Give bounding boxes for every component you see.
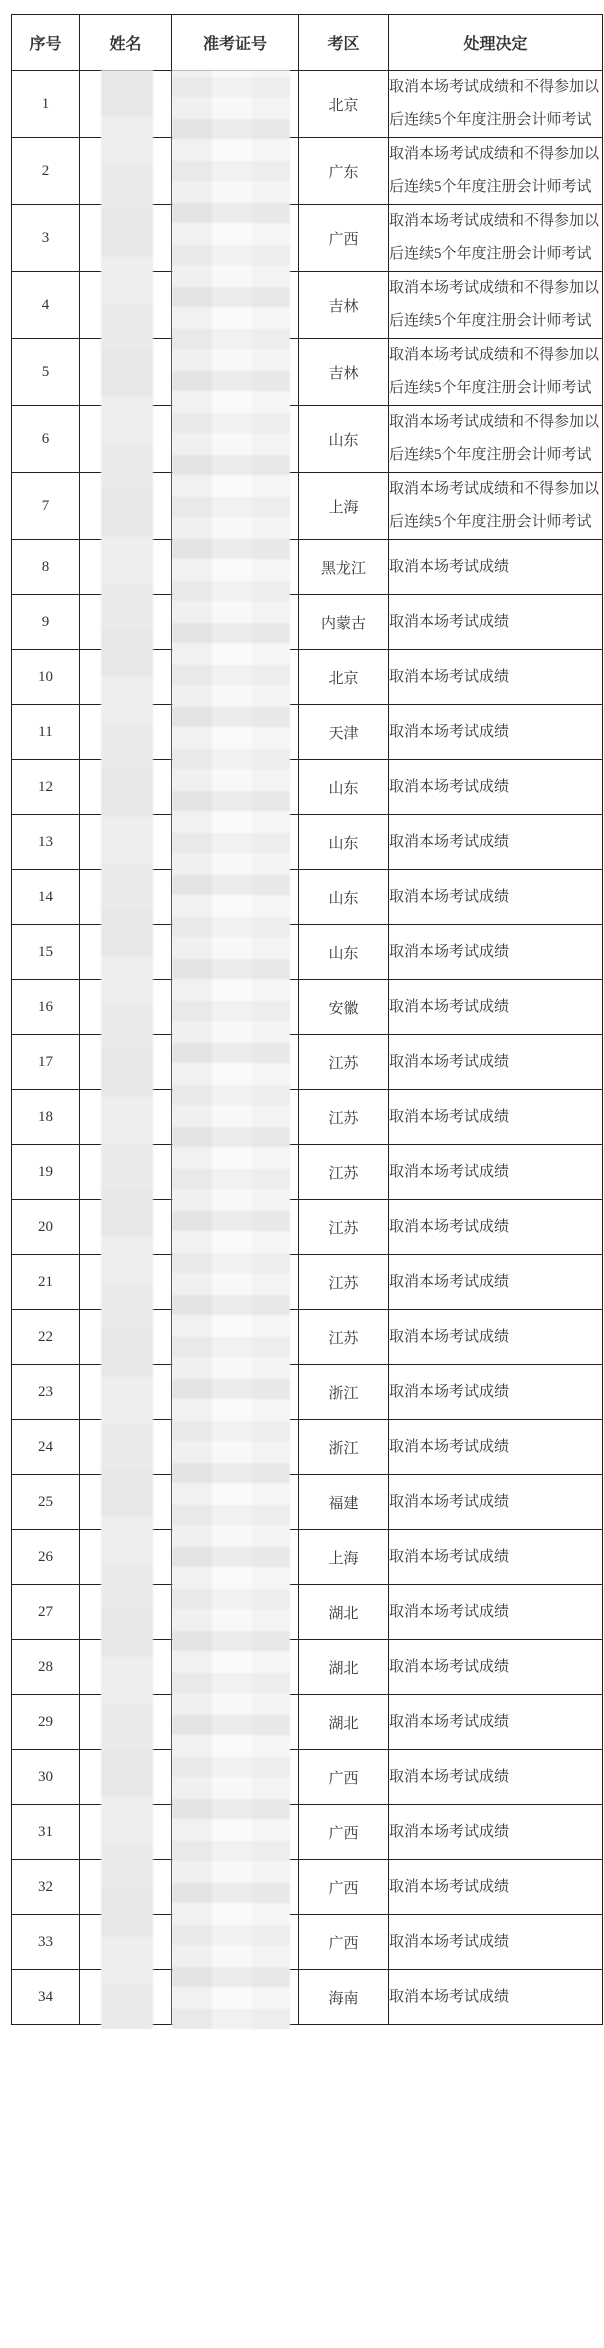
ticket-number-cell-redacted	[172, 339, 299, 406]
decision-cell: 取消本场考试成绩	[389, 760, 603, 815]
row-number-cell: 2	[12, 138, 80, 205]
table-body	[12, 71, 603, 2025]
exam-region-cell: 江苏	[299, 1035, 389, 1090]
row-number-cell: 6	[12, 406, 80, 473]
header-decision: 处理决定	[389, 15, 603, 71]
table-row	[12, 1750, 603, 1805]
row-number-cell: 9	[12, 595, 80, 650]
exam-region-cell: 江苏	[299, 1310, 389, 1365]
exam-region-cell: 江苏	[299, 1255, 389, 1310]
decision-cell: 取消本场考试成绩	[389, 1805, 603, 1860]
decision-cell: 取消本场考试成绩	[389, 815, 603, 870]
row-number-cell: 8	[12, 540, 80, 595]
decision-cell: 取消本场考试成绩	[389, 540, 603, 595]
name-cell-redacted	[80, 71, 172, 138]
table-row	[12, 1420, 603, 1475]
table-row	[12, 1310, 603, 1365]
row-number-cell: 11	[12, 705, 80, 760]
row-number-cell: 34	[12, 1970, 80, 2025]
name-cell-redacted	[80, 1695, 172, 1750]
row-number-cell: 3	[12, 205, 80, 272]
name-cell-redacted	[80, 138, 172, 205]
decision-cell: 取消本场考试成绩	[389, 1750, 603, 1805]
header-ticket-number: 准考证号	[172, 15, 299, 71]
row-number-cell: 18	[12, 1090, 80, 1145]
exam-region-cell: 黑龙江	[299, 540, 389, 595]
exam-region-cell: 山东	[299, 760, 389, 815]
exam-region-cell: 吉林	[299, 339, 389, 406]
exam-region-cell: 广西	[299, 1750, 389, 1805]
table-row	[12, 1915, 603, 1970]
exam-region-cell: 广西	[299, 205, 389, 272]
name-cell-redacted	[80, 870, 172, 925]
row-number-cell: 15	[12, 925, 80, 980]
ticket-number-cell-redacted	[172, 1805, 299, 1860]
row-number-cell: 26	[12, 1530, 80, 1585]
table-row	[12, 1640, 603, 1695]
ticket-number-cell-redacted	[172, 1035, 299, 1090]
table-row	[12, 71, 603, 138]
ticket-number-cell-redacted	[172, 1420, 299, 1475]
ticket-number-cell-redacted	[172, 1750, 299, 1805]
exam-region-cell: 吉林	[299, 272, 389, 339]
ticket-number-cell-redacted	[172, 1970, 299, 2025]
table-row	[12, 705, 603, 760]
name-cell-redacted	[80, 1805, 172, 1860]
decision-cell: 取消本场考试成绩	[389, 1695, 603, 1750]
row-number-cell: 31	[12, 1805, 80, 1860]
table-row	[12, 1695, 603, 1750]
decision-cell: 取消本场考试成绩	[389, 1365, 603, 1420]
ticket-number-cell-redacted	[172, 1365, 299, 1420]
exam-region-cell: 山东	[299, 406, 389, 473]
ticket-number-cell-redacted	[172, 1915, 299, 1970]
row-number-cell: 19	[12, 1145, 80, 1200]
exam-region-cell: 江苏	[299, 1200, 389, 1255]
table-row	[12, 1200, 603, 1255]
decision-cell: 取消本场考试成绩	[389, 1915, 603, 1970]
decision-cell: 取消本场考试成绩	[389, 705, 603, 760]
name-cell-redacted	[80, 1530, 172, 1585]
decision-cell: 取消本场考试成绩	[389, 1200, 603, 1255]
row-number-cell: 7	[12, 473, 80, 540]
name-cell-redacted	[80, 1255, 172, 1310]
name-cell-redacted	[80, 339, 172, 406]
ticket-number-cell-redacted	[172, 473, 299, 540]
name-cell-redacted	[80, 760, 172, 815]
decision-cell: 取消本场考试成绩	[389, 1035, 603, 1090]
header-exam-region: 考区	[299, 15, 389, 71]
ticket-number-cell-redacted	[172, 1640, 299, 1695]
exam-region-cell: 山东	[299, 925, 389, 980]
decision-cell: 取消本场考试成绩	[389, 1640, 603, 1695]
row-number-cell: 32	[12, 1860, 80, 1915]
decision-cell: 取消本场考试成绩	[389, 650, 603, 705]
table-row	[12, 1035, 603, 1090]
penalty-table-wrap	[11, 14, 602, 2025]
decision-cell: 取消本场考试成绩和不得参加以后连续5个年度注册会计师考试	[389, 272, 603, 339]
header-serial-number: 序号	[12, 15, 80, 71]
ticket-number-cell-redacted	[172, 1255, 299, 1310]
ticket-number-cell-redacted	[172, 1585, 299, 1640]
decision-cell: 取消本场考试成绩和不得参加以后连续5个年度注册会计师考试	[389, 138, 603, 205]
decision-cell: 取消本场考试成绩和不得参加以后连续5个年度注册会计师考试	[389, 205, 603, 272]
table-row	[12, 815, 603, 870]
row-number-cell: 24	[12, 1420, 80, 1475]
decision-cell: 取消本场考试成绩和不得参加以后连续5个年度注册会计师考试	[389, 473, 603, 540]
name-cell-redacted	[80, 1915, 172, 1970]
name-cell-redacted	[80, 1310, 172, 1365]
ticket-number-cell-redacted	[172, 815, 299, 870]
name-cell-redacted	[80, 980, 172, 1035]
table-row	[12, 272, 603, 339]
exam-region-cell: 上海	[299, 1530, 389, 1585]
table-row	[12, 1365, 603, 1420]
table-row	[12, 595, 603, 650]
table-row	[12, 1860, 603, 1915]
exam-region-cell: 海南	[299, 1970, 389, 2025]
name-cell-redacted	[80, 650, 172, 705]
name-cell-redacted	[80, 540, 172, 595]
row-number-cell: 27	[12, 1585, 80, 1640]
table-row	[12, 1255, 603, 1310]
decision-cell: 取消本场考试成绩	[389, 1475, 603, 1530]
name-cell-redacted	[80, 1475, 172, 1530]
row-number-cell: 13	[12, 815, 80, 870]
table-row	[12, 1090, 603, 1145]
row-number-cell: 22	[12, 1310, 80, 1365]
table-row	[12, 540, 603, 595]
decision-cell: 取消本场考试成绩	[389, 870, 603, 925]
decision-cell: 取消本场考试成绩	[389, 1090, 603, 1145]
ticket-number-cell-redacted	[172, 925, 299, 980]
exam-region-cell: 湖北	[299, 1695, 389, 1750]
decision-cell: 取消本场考试成绩	[389, 1970, 603, 2025]
decision-cell: 取消本场考试成绩	[389, 1310, 603, 1365]
exam-region-cell: 山东	[299, 870, 389, 925]
ticket-number-cell-redacted	[172, 272, 299, 339]
exam-region-cell: 安徽	[299, 980, 389, 1035]
exam-region-cell: 广西	[299, 1805, 389, 1860]
exam-region-cell: 湖北	[299, 1585, 389, 1640]
row-number-cell: 14	[12, 870, 80, 925]
name-cell-redacted	[80, 1970, 172, 2025]
table-row	[12, 138, 603, 205]
exam-region-cell: 广东	[299, 138, 389, 205]
decision-cell: 取消本场考试成绩	[389, 1530, 603, 1585]
ticket-number-cell-redacted	[172, 205, 299, 272]
row-number-cell: 25	[12, 1475, 80, 1530]
table-row	[12, 1530, 603, 1585]
exam-region-cell: 湖北	[299, 1640, 389, 1695]
penalty-table	[11, 14, 603, 2025]
name-cell-redacted	[80, 1420, 172, 1475]
exam-region-cell: 山东	[299, 815, 389, 870]
header-name: 姓名	[80, 15, 172, 71]
decision-cell: 取消本场考试成绩	[389, 980, 603, 1035]
row-number-cell: 20	[12, 1200, 80, 1255]
row-number-cell: 10	[12, 650, 80, 705]
exam-region-cell: 北京	[299, 650, 389, 705]
name-cell-redacted	[80, 1750, 172, 1805]
exam-region-cell: 内蒙古	[299, 595, 389, 650]
row-number-cell: 1	[12, 71, 80, 138]
ticket-number-cell-redacted	[172, 1475, 299, 1530]
table-row	[12, 473, 603, 540]
name-cell-redacted	[80, 1860, 172, 1915]
ticket-number-cell-redacted	[172, 138, 299, 205]
table-row	[12, 1145, 603, 1200]
decision-cell: 取消本场考试成绩和不得参加以后连续5个年度注册会计师考试	[389, 406, 603, 473]
decision-cell: 取消本场考试成绩	[389, 595, 603, 650]
ticket-number-cell-redacted	[172, 650, 299, 705]
table-row	[12, 1805, 603, 1860]
table-row	[12, 406, 603, 473]
ticket-number-cell-redacted	[172, 705, 299, 760]
table-row	[12, 870, 603, 925]
exam-region-cell: 江苏	[299, 1145, 389, 1200]
ticket-number-cell-redacted	[172, 1860, 299, 1915]
row-number-cell: 4	[12, 272, 80, 339]
name-cell-redacted	[80, 595, 172, 650]
name-cell-redacted	[80, 1200, 172, 1255]
ticket-number-cell-redacted	[172, 870, 299, 925]
name-cell-redacted	[80, 205, 172, 272]
table-row	[12, 760, 603, 815]
ticket-number-cell-redacted	[172, 1695, 299, 1750]
row-number-cell: 29	[12, 1695, 80, 1750]
row-number-cell: 21	[12, 1255, 80, 1310]
name-cell-redacted	[80, 406, 172, 473]
exam-region-cell: 浙江	[299, 1420, 389, 1475]
exam-region-cell: 上海	[299, 473, 389, 540]
ticket-number-cell-redacted	[172, 1530, 299, 1585]
exam-region-cell: 天津	[299, 705, 389, 760]
ticket-number-cell-redacted	[172, 71, 299, 138]
ticket-number-cell-redacted	[172, 760, 299, 815]
table-row	[12, 1970, 603, 2025]
ticket-number-cell-redacted	[172, 406, 299, 473]
table-row	[12, 925, 603, 980]
exam-region-cell: 福建	[299, 1475, 389, 1530]
exam-region-cell: 广西	[299, 1915, 389, 1970]
name-cell-redacted	[80, 1365, 172, 1420]
decision-cell: 取消本场考试成绩	[389, 1145, 603, 1200]
row-number-cell: 17	[12, 1035, 80, 1090]
row-number-cell: 33	[12, 1915, 80, 1970]
ticket-number-cell-redacted	[172, 1310, 299, 1365]
name-cell-redacted	[80, 1640, 172, 1695]
exam-region-cell: 北京	[299, 71, 389, 138]
ticket-number-cell-redacted	[172, 595, 299, 650]
row-number-cell: 12	[12, 760, 80, 815]
row-number-cell: 28	[12, 1640, 80, 1695]
ticket-number-cell-redacted	[172, 1090, 299, 1145]
decision-cell: 取消本场考试成绩和不得参加以后连续5个年度注册会计师考试	[389, 71, 603, 138]
decision-cell: 取消本场考试成绩	[389, 1860, 603, 1915]
row-number-cell: 16	[12, 980, 80, 1035]
name-cell-redacted	[80, 925, 172, 980]
row-number-cell: 23	[12, 1365, 80, 1420]
decision-cell: 取消本场考试成绩	[389, 925, 603, 980]
name-cell-redacted	[80, 1145, 172, 1200]
ticket-number-cell-redacted	[172, 1200, 299, 1255]
name-cell-redacted	[80, 1035, 172, 1090]
row-number-cell: 5	[12, 339, 80, 406]
decision-cell: 取消本场考试成绩	[389, 1585, 603, 1640]
name-cell-redacted	[80, 1090, 172, 1145]
name-cell-redacted	[80, 815, 172, 870]
header-row	[12, 15, 603, 71]
name-cell-redacted	[80, 1585, 172, 1640]
exam-region-cell: 江苏	[299, 1090, 389, 1145]
table-row	[12, 1585, 603, 1640]
exam-region-cell: 浙江	[299, 1365, 389, 1420]
name-cell-redacted	[80, 705, 172, 760]
table-row	[12, 980, 603, 1035]
decision-cell: 取消本场考试成绩和不得参加以后连续5个年度注册会计师考试	[389, 339, 603, 406]
name-cell-redacted	[80, 473, 172, 540]
name-cell-redacted	[80, 272, 172, 339]
table-row	[12, 205, 603, 272]
ticket-number-cell-redacted	[172, 1145, 299, 1200]
table-row	[12, 1475, 603, 1530]
decision-cell: 取消本场考试成绩	[389, 1420, 603, 1475]
table-row	[12, 650, 603, 705]
decision-cell: 取消本场考试成绩	[389, 1255, 603, 1310]
exam-region-cell: 广西	[299, 1860, 389, 1915]
ticket-number-cell-redacted	[172, 540, 299, 595]
row-number-cell: 30	[12, 1750, 80, 1805]
ticket-number-cell-redacted	[172, 980, 299, 1035]
table-row	[12, 339, 603, 406]
